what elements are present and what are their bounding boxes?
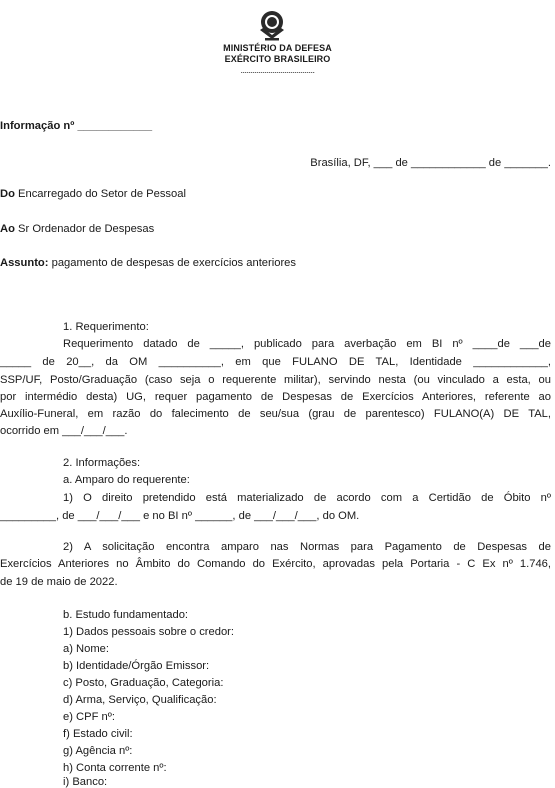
item2-line: 2) A solicitação encontra amparo nas Normas para Pagamento de Despesas de xyxy=(63,541,551,553)
field-rank: c) Posto, Graduação, Categoria: xyxy=(63,677,224,689)
section1-line: por intermédio desta) UG, requer pagamento de Despesas de Exercícios Anteriores, referente ao xyxy=(0,391,551,403)
item2-line: Exercícios Anteriores no Âmbito do Comando do Exército, aprovadas pela Portaria - C Ex nº 1.746, xyxy=(0,558,551,570)
section2-title: 2. Informações: xyxy=(63,457,141,469)
subject-text: pagamento de despesas de exercícios anteriores xyxy=(48,257,297,269)
section1-line: Requerimento datado de _____, publicado para averbação em BI nº ____de ___de xyxy=(63,338,551,350)
section1-line: SSP/UF, Posto/Graduação (caso seja o requerente militar), servindo nesta (ou vinculado a esta, ou xyxy=(0,374,551,386)
item2-line: de 19 de maio de 2022. xyxy=(0,576,118,588)
item1-line: _________, de ___/___/___ e no BI nº ______, de ___/___/___, do OM. xyxy=(0,510,360,522)
to-label: Ao xyxy=(0,223,15,235)
field-name: a) Nome: xyxy=(63,643,110,655)
field-cpf: e) CPF nº: xyxy=(63,711,115,723)
info-number: Informação nº ____________ xyxy=(0,120,153,132)
creditor-data-title: 1) Dados pessoais sobre o credor: xyxy=(63,626,235,638)
ministry-name: MINISTÉRIO DA DEFESA xyxy=(223,43,332,53)
section1-line: Auxílio-Funeral, em razão do falecimento de seu/sua (grau de parentesco) FULANO(A) DE TAL, xyxy=(0,408,551,420)
subject-line xyxy=(0,257,296,269)
section1-line: _____ de 20__, da OM __________, em que FULANO DE TAL, Identidade ____________, xyxy=(0,356,551,368)
section1-title: 1. Requerimento: xyxy=(63,321,149,333)
from-line xyxy=(0,188,186,200)
field-agency: g) Agência nº: xyxy=(63,745,133,757)
place-date: Brasília, DF, ___ de ____________ de _______. xyxy=(310,157,551,169)
subsection-b-title: b. Estudo fundamentado: xyxy=(63,609,189,621)
field-bank: i) Banco: xyxy=(63,776,108,788)
field-account: h) Conta corrente nº: xyxy=(63,762,167,774)
field-identity: b) Identidade/Órgão Emissor: xyxy=(63,660,210,672)
from-label: Do xyxy=(0,188,15,200)
item1-line: 1) O direito pretendido está materializado de acordo com a Certidão de Óbito nº xyxy=(63,492,551,504)
coat-of-arms-icon xyxy=(257,8,287,42)
to-text: Sr Ordenador de Despesas xyxy=(14,223,155,235)
field-marital-status: f) Estado civil: xyxy=(63,728,133,740)
subsection-a-title: a. Amparo do requerente: xyxy=(63,474,190,486)
to-line xyxy=(0,223,154,235)
field-branch: d) Arma, Serviço, Qualificação: xyxy=(63,694,217,706)
army-name: EXÉRCITO BRASILEIRO xyxy=(224,54,331,64)
section1-line: ocorrido em ___/___/___. xyxy=(0,425,128,437)
from-text: Encarregado do Setor de Pessoal xyxy=(14,188,186,200)
subject-label: Assunto: xyxy=(0,257,49,269)
header-separator: ..................................... xyxy=(240,65,315,75)
